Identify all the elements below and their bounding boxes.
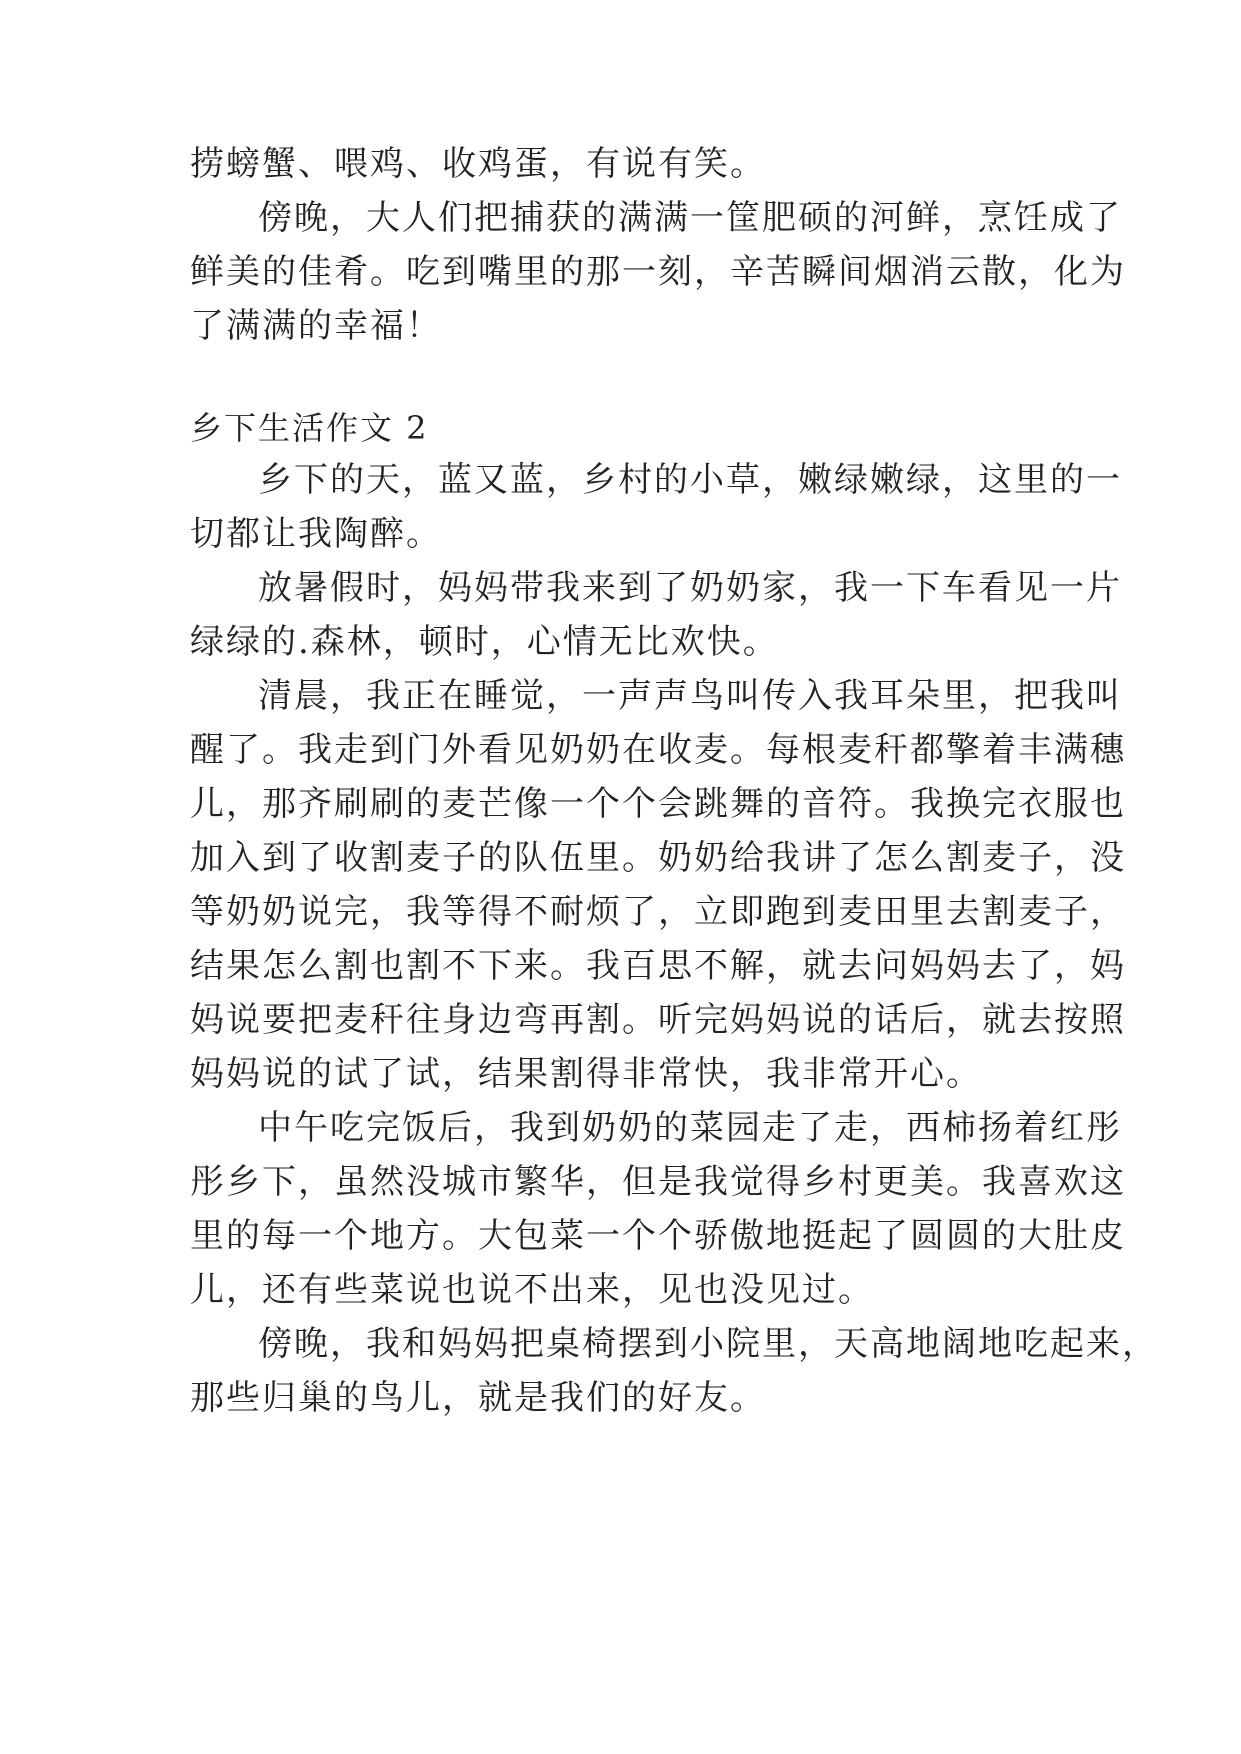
paragraph-line: 那些归巢的鸟儿，就是我们的好友。 [190,1378,766,1418]
paragraph-line: 儿，那齐刷刷的麦芒像一个个会跳舞的音符。我换完衣服也 [190,784,1126,824]
paragraph-line: 儿，还有些菜说也说不出来，见也没见过。 [190,1270,874,1310]
paragraph-line: 乡下的天，蓝又蓝，乡村的小草，嫩绿嫩绿，这里的一 [258,460,1122,500]
paragraph-line: 妈妈说的试了试，结果割得非常快，我非常开心。 [190,1054,982,1094]
paragraph-line: 结果怎么割也割不下来。我百思不解，就去问妈妈去了，妈 [190,946,1126,986]
paragraph-line: 切都让我陶醉。 [190,514,442,554]
section-title: 乡下生活作文 2 [190,409,429,447]
paragraph-line: 里的每一个地方。大包菜一个个骄傲地挺起了圆圆的大肚皮 [190,1216,1126,1256]
paragraph-line: 加入到了收割麦子的队伍里。奶奶给我讲了怎么割麦子，没 [190,838,1126,878]
paragraph-line: 捞螃蟹、喂鸡、收鸡蛋，有说有笑。 [190,144,766,184]
paragraph-line: 傍晚，我和妈妈把桌椅摆到小院里，天高地阔地吃起来， [258,1324,1158,1364]
paragraph-line: 鲜美的佳肴。吃到嘴里的那一刻，辛苦瞬间烟消云散，化为 [190,252,1126,292]
paragraph-line: 彤乡下，虽然没城市繁华，但是我觉得乡村更美。我喜欢这 [190,1162,1126,1202]
paragraph-line: 等奶奶说完，我等得不耐烦了，立即跑到麦田里去割麦子， [190,892,1126,932]
paragraph-line: 傍晚，大人们把捕获的满满一筐肥硕的河鲜，烹饪成了 [258,198,1122,238]
paragraph-line: 醒了。我走到门外看见奶奶在收麦。每根麦秆都擎着丰满穗 [190,730,1126,770]
paragraph-line: 妈说要把麦秆往身边弯再割。听完妈妈说的话后，就去按照 [190,1000,1126,1040]
paragraph-line: 放暑假时，妈妈带我来到了奶奶家，我一下车看见一片 [258,568,1122,608]
paragraph-line: 绿绿的.森林，顿时，心情无比欢快。 [190,622,779,662]
paragraph-line: 中午吃完饭后，我到奶奶的菜园走了走，西柿扬着红彤 [258,1108,1122,1148]
paragraph-line: 了满满的幸福！ [190,306,442,346]
paragraph-line: 清晨，我正在睡觉，一声声鸟叫传入我耳朵里，把我叫 [258,676,1122,716]
